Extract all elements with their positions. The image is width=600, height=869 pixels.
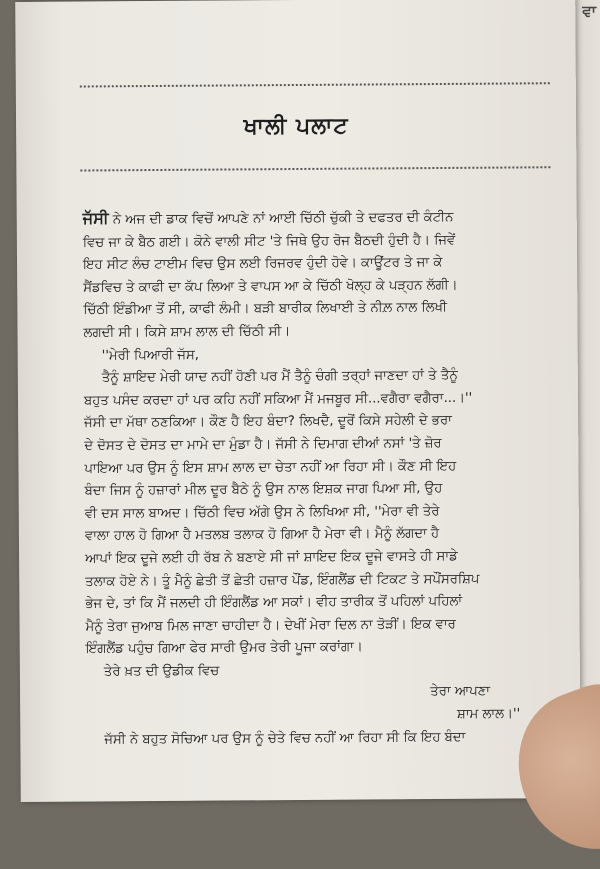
story-line: ਮੈਨੂੰ ਤੇਰਾ ਜੁਆਬ ਮਿਲ ਜਾਣਾ ਚਾਹੀਦਾ ਹੈ। ਦੇਖੀਂ ਮੇਰਾ ਦਿਲ ਨਾ ਤੋੜੀਂ। ਇਕ ਵਾਰ <box>85 616 456 635</box>
story-line: ਪਾਇਆ ਪਰ ਉਸ ਨੂੰ ਇਸ ਸ਼ਾਮ ਲਾਲ ਦਾ ਚੇਤਾ ਨਹੀਂ ਆ ਰਿਹਾ ਸੀ। ਕੌਣ ਸੀ ਇਹ <box>84 458 457 477</box>
story-line: ਸੈਂਡਵਿਚ ਤੇ ਕਾਫੀ ਦਾ ਕੱਪ ਲਿਆ ਤੇ ਵਾਪਸ ਆ ਕੇ ਚਿੱਠੀ ਖੋਲ੍ਹ ਕੇ ਪੜ੍ਹਨ ਲੱਗੀ। <box>83 277 458 296</box>
top-divider <box>80 82 550 87</box>
story-line: ਜੱਸੀ ਨੇ ਅਜ ਦੀ ਡਾਕ ਵਿਚੋਂ ਆਪਣੇ ਨਾਂ ਆਈ ਚਿੱਠੀ ਚੁੱਕੀ ਤੇ ਦਫਤਰ ਦੀ ਕੰਟੀਨ <box>82 208 454 228</box>
story-line: ਜੱਸੀ ਨੇ ਬਹੁਤ ਸੋਚਿਆ ਪਰ ਉਸ ਨੂੰ ਚੇਤੇ ਵਿਚ ਨਹੀਂ ਆ ਰਿਹਾ ਸੀ ਕਿ ਇਹ ਬੰਦਾ <box>104 729 466 748</box>
story-line: ਤੈਨੂੰ ਸ਼ਾਇਦ ਮੇਰੀ ਯਾਦ ਨਹੀਂ ਹੋਣੀ ਪਰ ਮੈਂ ਤੈਨੂੰ ਚੰਗੀ ਤਰ੍ਹਾਂ ਜਾਣਦਾ ਹਾਂ ਤੇ ਤੈਨੂੰ <box>101 368 458 386</box>
story-line: ਲਗਦੀ ਸੀ। ਕਿਸੇ ਸ਼ਾਮ ਲਾਲ ਦੀ ਚਿੱਠੀ ਸੀ। <box>83 324 291 341</box>
story-line: ਵੀ ਦਸ ਸਾਲ ਬਾਅਦ। ਚਿੱਠੀ ਵਿਚ ਅੱਗੇ ਉਸ ਨੇ ਲਿਖਿਆ ਸੀ, ''ਮੇਰਾ ਵੀ ਤੇਰੇ <box>84 503 440 522</box>
signature-line-2: ਸ਼ਾਮ ਲਾਲ।'' <box>456 706 521 722</box>
story-line: ਇੰਗਲੈਂਡ ਪਹੁੰਚ ਗਿਆ ਫੇਰ ਸਾਰੀ ਉਮਰ ਤੇਰੀ ਪੂਜਾ ਕਰਾਂਗਾ। <box>85 639 363 657</box>
story-line: ਬਹੁਤ ਪਸੰਦ ਕਰਦਾ ਹਾਂ ਪਰ ਕਹਿ ਨਹੀਂ ਸਕਿਆ ਮੈਂ ਮਜਬੂਰ ਸੀ...ਵਗੈਰਾ ਵਗੈਰਾ...।'' <box>83 390 473 409</box>
chapter-title: ਖਾਲੀ ਪਲਾਟ <box>243 113 349 140</box>
lead-name: ਜੱਸੀ <box>82 208 109 228</box>
letter-closing: ਤੇਰੇ ਖ਼ਤ ਦੀ ਉਡੀਕ ਵਿਚ <box>103 663 220 680</box>
bottom-divider <box>80 166 550 171</box>
story-line: ਤਲਾਕ ਹੋਏ ਨੇ। ਤੂੰ ਮੈਨੂੰ ਛੇਤੀ ਤੋਂ ਛੇਤੀ ਹਜ਼ਾਰ ਪੌਂਡ, ਇੰਗਲੈਂਡ ਦੀ ਟਿਕਟ ਤੇ ਸਪੌਂਸਰਸ਼ਿਪ <box>85 571 480 589</box>
story-line: ਬੰਦਾ ਜਿਸ ਨੂੰ ਹਜ਼ਾਰਾਂ ਮੀਲ ਦੂਰ ਬੈਠੇ ਨੂੰ ਉਸ ਨਾਲ ਇਸ਼ਕ ਜਾਗ ਪਿਆ ਸੀ, ਉਹ <box>84 481 443 499</box>
story-line: ਚਿੱਠੀ ਇੰਡੀਆ ਤੋਂ ਸੀ, ਕਾਫੀ ਲੰਮੀ। ਬੜੀ ਬਾਰੀਕ ਲਿਖਾਈ ਤੇ ਨੀਲ਼ ਨਾਲ ਲਿਖੀ <box>83 300 448 318</box>
story-line: ਭੇਜ ਦੇ, ਤਾਂ ਕਿ ਮੈਂ ਜਲਦੀ ਹੀ ਇੰਗਲੈਂਡ ਆ ਸਕਾਂ। ਵੀਹ ਤਾਰੀਕ ਤੋਂ ਪਹਿਲਾਂ ਪਹਿਲਾਂ <box>85 593 463 612</box>
story-line: ਵਾਲਾ ਹਾਲ ਹੋ ਗਿਆ ਹੈ ਮਤਲਬ ਤਲਾਕ ਹੋ ਗਿਆ ਹੈ ਮੇਰਾ ਵੀ। ਮੈਨੂੰ ਲੱਗਦਾ ਹੈ <box>84 526 440 544</box>
story-line: ਵਿਚ ਜਾ ਕੇ ਬੈਠ ਗਈ। ਕੋਨੇ ਵਾਲੀ ਸੀਟ 'ਤੇ ਜਿਥੇ ਉਹ ਰੋਜ ਬੈਠਦੀ ਹੁੰਦੀ ਹੈ। ਜਿਵੇਂ <box>82 232 456 251</box>
story-text <box>83 204 555 752</box>
next-page-text: ਵਾ <box>582 2 596 20</box>
story-line: ਜੱਸੀ ਦਾ ਮੱਥਾ ਠਣਕਿਆ। ਕੌਣ ਹੈ ਇਹ ਬੰਦਾ? ਲਿਖਦੈ, ਦੂਰੋਂ ਕਿਸੇ ਸਹੇਲੀ ਦੇ ਭਰਾ <box>84 413 452 431</box>
letter-salutation: ''ਮੇਰੀ ਪਿਆਰੀ ਜੱਸ, <box>101 347 200 363</box>
story-line: ਇਹ ਸੀਟ ਲੰਚ ਟਾਈਮ ਵਿਚ ਉਸ ਲਈ ਰਿਜਰਵ ਹੁੰਦੀ ਹੋਵੇ। ਕਾਊਂਟਰ ਤੇ ਜਾ ਕੇ <box>83 255 443 273</box>
story-line: ਦੇ ਦੋਸਤ ਦੇ ਦੋਸਤ ਦਾ ਮਾਮੇ ਦਾ ਮੁੰਡਾ ਹੈ। ਜੱਸੀ ਨੇ ਦਿਮਾਗ ਦੀਆਂ ਨਸਾਂ 'ਤੇ ਜ਼ੋਰ <box>84 435 442 454</box>
book-page <box>15 0 581 802</box>
story-line: ਆਪਾਂ ਇਕ ਦੂਜੇ ਲਈ ਹੀ ਰੱਬ ਨੇ ਬਣਾਏ ਸੀ ਜਾਂ ਸ਼ਾਇਦ ਇਕ ਦੂਜੇ ਵਾਸਤੇ ਹੀ ਸਾਡੇ <box>85 548 458 567</box>
signature-line-1: ਤੇਰਾ ਆਪਣਾ <box>430 684 491 700</box>
